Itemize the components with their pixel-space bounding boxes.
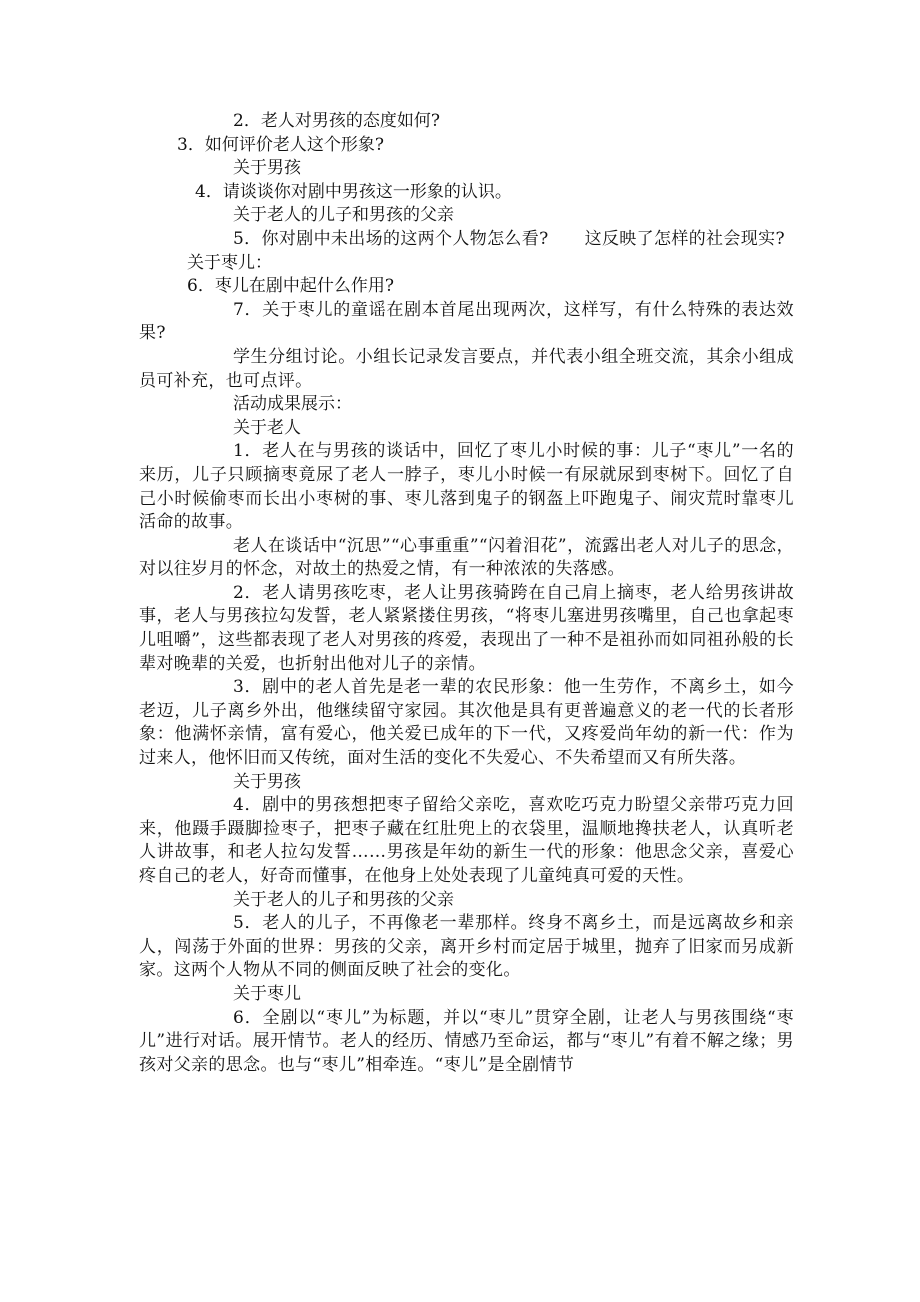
answer-4: 4．剧中的男孩想把枣子留给父亲吃，喜欢吃巧克力盼望父亲带巧克力回来，他蹑手蹑脚捡枣子，把枣子藏在红肚兜上的衣袋里，温顺地搀扶老人，认真听老人讲故事，和老人拉勾发誓……男孩是年幼的新生一代的形象：他思念父亲，喜爱心疼自己的老人，好奇而懂事，在他身上处处表现了儿童纯真可爱的天性。 — [139, 795, 794, 886]
question-6: 6．枣儿在剧中起什么作用? — [187, 276, 394, 297]
heading-about-son-father-answers: 关于老人的儿子和男孩的父亲 — [233, 889, 454, 910]
question-4: 4．请谈谈你对剧中男孩这一形象的认识。 — [195, 181, 512, 202]
question-7: 7．关于枣儿的童谣在剧本首尾出现两次，这样写，有什么特殊的表达效果? — [139, 299, 794, 344]
heading-about-boy-answers: 关于男孩 — [233, 771, 301, 792]
answer-1-continued: 老人在谈话中“沉思”“心事重重”“闪着泪花”，流露出老人对儿子的思念，对以往岁月的怀念，对故土的热爱之情，有一种浓浓的失落感。 — [139, 535, 794, 580]
question-2: 2．老人对男孩的态度如何? — [233, 111, 440, 131]
heading-about-jujube-answers: 关于枣儿 — [233, 983, 301, 1004]
results-heading: 活动成果展示： — [233, 394, 352, 415]
answer-5: 5．老人的儿子，不再像老一辈那样。终身不离乡土，而是远离故乡和亲人，闯荡于外面的世界：男孩的父亲，离开乡村而定居于城里，抛弃了旧家而另成新家。这两个人物从不同的侧面反映了社会的变化。 — [139, 913, 794, 981]
document-page — [139, 110, 794, 1077]
heading-about-son-father-questions: 关于老人的儿子和男孩的父亲 — [233, 205, 454, 226]
question-5-part1: 5．你对剧中未出场的这两个人物怎么看? — [233, 228, 549, 249]
question-5 — [139, 228, 794, 252]
answer-6: 6．全剧以“枣儿”为标题，并以“枣儿”贯穿全剧，让老人与男孩围绕“枣儿”进行对话。展开情节。老人的经历、情感乃至命运，都与“枣儿”有着不解之缘；男孩对父亲的思念。也与“枣儿”相牵连。“枣儿”是全剧情节 — [139, 1007, 794, 1075]
heading-about-old-man: 关于老人 — [233, 417, 301, 438]
answer-3: 3．剧中的老人首先是老一辈的农民形象：他一生劳作，不离乡土，如今老迈，儿子离乡外出，他继续留守家园。其次他是具有更普遍意义的老一代的长者形象：他满怀亲情，富有爱心，他关爱已成年的下一代，又疼爱尚年幼的新一代：作为过来人，他怀旧而又传统，面对生活的变化不失爱心、不失希望而又有所失落。 — [139, 677, 794, 769]
answer-1: 1．老人在与男孩的谈话中，回忆了枣儿小时候的事：儿子“枣儿”一名的来历，儿子只顾摘枣竟尿了老人一脖子，枣儿小时候一有尿就尿到枣树下。回忆了自己小时候偷枣而长出小枣树的事、枣儿落到鬼子的钢盔上吓跑鬼子、闹灾荒时靠枣儿活命的故事。 — [139, 441, 794, 533]
question-3: 3．如何评价老人这个形象? — [177, 134, 384, 155]
question-5-part2: 这反映了怎样的社会现实? — [584, 228, 785, 249]
heading-about-boy-questions: 关于男孩 — [233, 158, 301, 179]
answer-2: 2．老人请男孩吃枣，老人让男孩骑跨在自己肩上摘枣，老人给男孩讲故事，老人与男孩拉勾发誓，老人紧紧搂住男孩，“将枣儿塞进男孩嘴里，自己也拿起枣儿咀嚼”，这些都表现了老人对男孩的疼爱，表现出了一种不是祖孙而如同祖孙般的长辈对晚辈的关爱，也折射出他对儿子的亲情。 — [139, 582, 794, 674]
heading-about-jujube-questions: 关于枣儿： — [187, 252, 272, 273]
activity-instruction: 学生分组讨论。小组长记录发言要点，并代表小组全班交流，其余小组成员可补充，也可点评。 — [139, 346, 794, 391]
